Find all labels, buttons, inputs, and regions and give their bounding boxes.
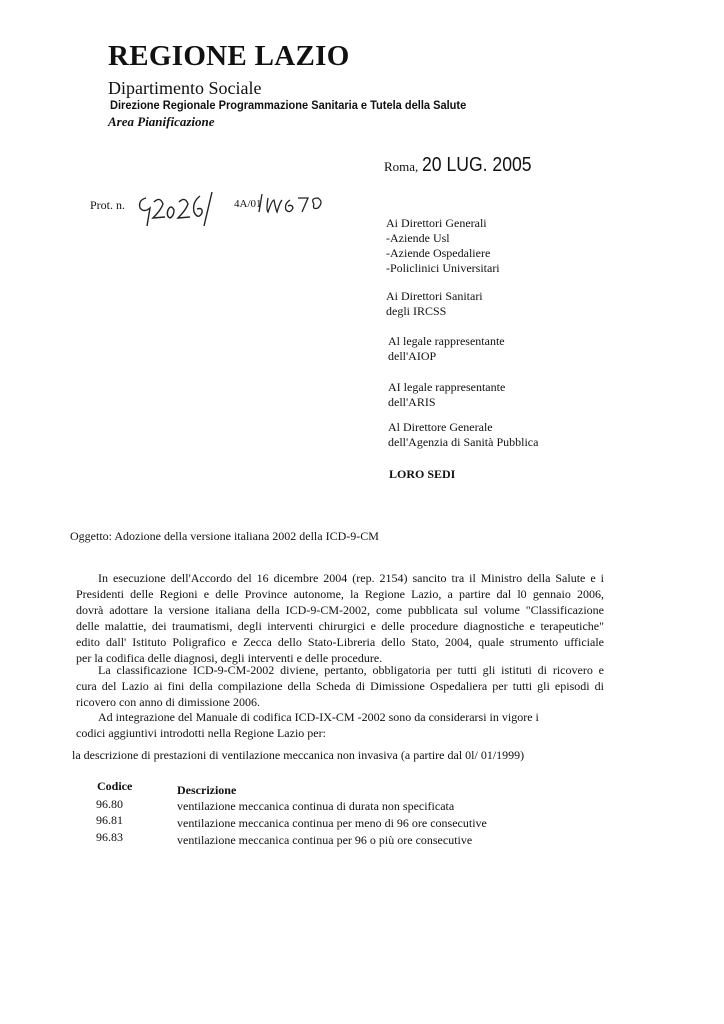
paragraph-line: Presidenti delle Regioni e delle Province autonome, la Regione Lazio, a partire dal l0 gennaio 2006, [76, 587, 604, 601]
recipient-block [388, 380, 505, 410]
recipient-block [388, 334, 505, 364]
direction-name: Direzione Regionale Programmazione Sanitaria e Tutela della Salute [110, 98, 467, 112]
body-paragraph [76, 709, 604, 741]
paragraph-line: dovrà adottare la versione italiana della ICD-9-CM-2002, come pubblicata sul volume "Classificazione [76, 603, 604, 617]
recipient-line: AI legale rappresentante [388, 380, 506, 394]
recipient-line: -Aziende Ospedaliere [386, 246, 491, 260]
city-label: Roma, [384, 159, 419, 174]
recipient-block [386, 216, 500, 276]
list-intro: la descrizione di prestazioni di ventilazione meccanica non invasiva (a partire dal 0l/ 01/1999) [72, 748, 525, 762]
recipient-line: Ai Direttori Generali [386, 216, 487, 230]
table-cell-code: 96.83 [96, 830, 123, 844]
recipient-block [388, 420, 538, 450]
handwritten-protocol-number [90, 188, 330, 228]
table-cell-code: 96.80 [96, 797, 123, 811]
paragraph-line: cura del Lazio ai fini della compilazione della Scheda di Dimissione Ospedaliera per tutti gli episodi di [76, 679, 604, 693]
region-title: REGIONE LAZIO [108, 40, 350, 72]
subject-line: Oggetto: Adozione della versione italiana 2002 della ICD-9-CM [70, 529, 379, 543]
area-name: Area Pianificazione [108, 114, 215, 129]
department-name: Dipartimento Sociale [108, 78, 262, 98]
recipient-line: dell'ARIS [388, 395, 436, 409]
table-cell-description: ventilazione meccanica continua per meno di 96 ore consecutive [177, 816, 487, 830]
place-date [384, 154, 547, 177]
loro-sedi: LORO SEDI [389, 467, 456, 481]
body-paragraph [76, 570, 604, 666]
column-header-description: Descrizione [177, 783, 237, 797]
table-cell-code: 96.81 [96, 813, 123, 827]
date-stamp: 20 LUG. 2005 [422, 154, 532, 176]
recipient-line: dell'AIOP [388, 349, 437, 363]
paragraph-line: ricovero con anno di dimissione 2006. [76, 695, 260, 709]
protocol-code: 4A/01 [234, 198, 262, 210]
recipient-line: Ai Direttori Sanitari [386, 289, 483, 303]
paragraph-line: delle malattie, dei traumatismi, degli interventi chirurgici e delle procedure diagnostiche e terapeutiche" [76, 619, 604, 633]
recipient-line: Al legale rappresentante [388, 334, 505, 348]
recipient-line: degli IRCSS [386, 304, 447, 318]
paragraph-line: codici aggiuntivi introdotti nella Regione Lazio per: [76, 726, 326, 740]
paragraph-line: per la codifica delle diagnosi, degli interventi e delle procedure. [76, 651, 383, 665]
paragraph-line: In esecuzione dell'Accordo del 16 dicembre 2004 (rep. 2154) sancito tra il Ministro della Salute e i [98, 571, 604, 585]
paragraph-line: Ad integrazione del Manuale di codifica ICD-IX-CM -2002 sono da considerarsi in vigore i [98, 710, 539, 724]
recipient-line: Al Direttore Generale [388, 420, 493, 434]
recipient-block [386, 289, 483, 319]
table-cell-description: ventilazione meccanica continua di durata non specificata [177, 799, 455, 813]
recipient-line: -Aziende Usl [386, 231, 450, 245]
column-header-code: Codice [97, 779, 133, 793]
paragraph-line: La classificazione ICD-9-CM-2002 diviene, pertanto, obbligatoria per tutti gli istituti di ricovero e [98, 663, 604, 677]
recipient-line: dell'Agenzia di Sanità Pubblica [388, 435, 539, 449]
paragraph-line: edito dall' Istituto Poligrafico e Zecca dello Stato-Libreria dello Stato, 2004, quale strumento ufficiale [76, 635, 604, 649]
recipient-line: -Policlinici Universitari [386, 261, 500, 275]
body-paragraph [76, 662, 604, 710]
protocol-label: Prot. n. [90, 198, 126, 212]
table-cell-description: ventilazione meccanica continua per 96 o più ore consecutive [177, 833, 473, 847]
